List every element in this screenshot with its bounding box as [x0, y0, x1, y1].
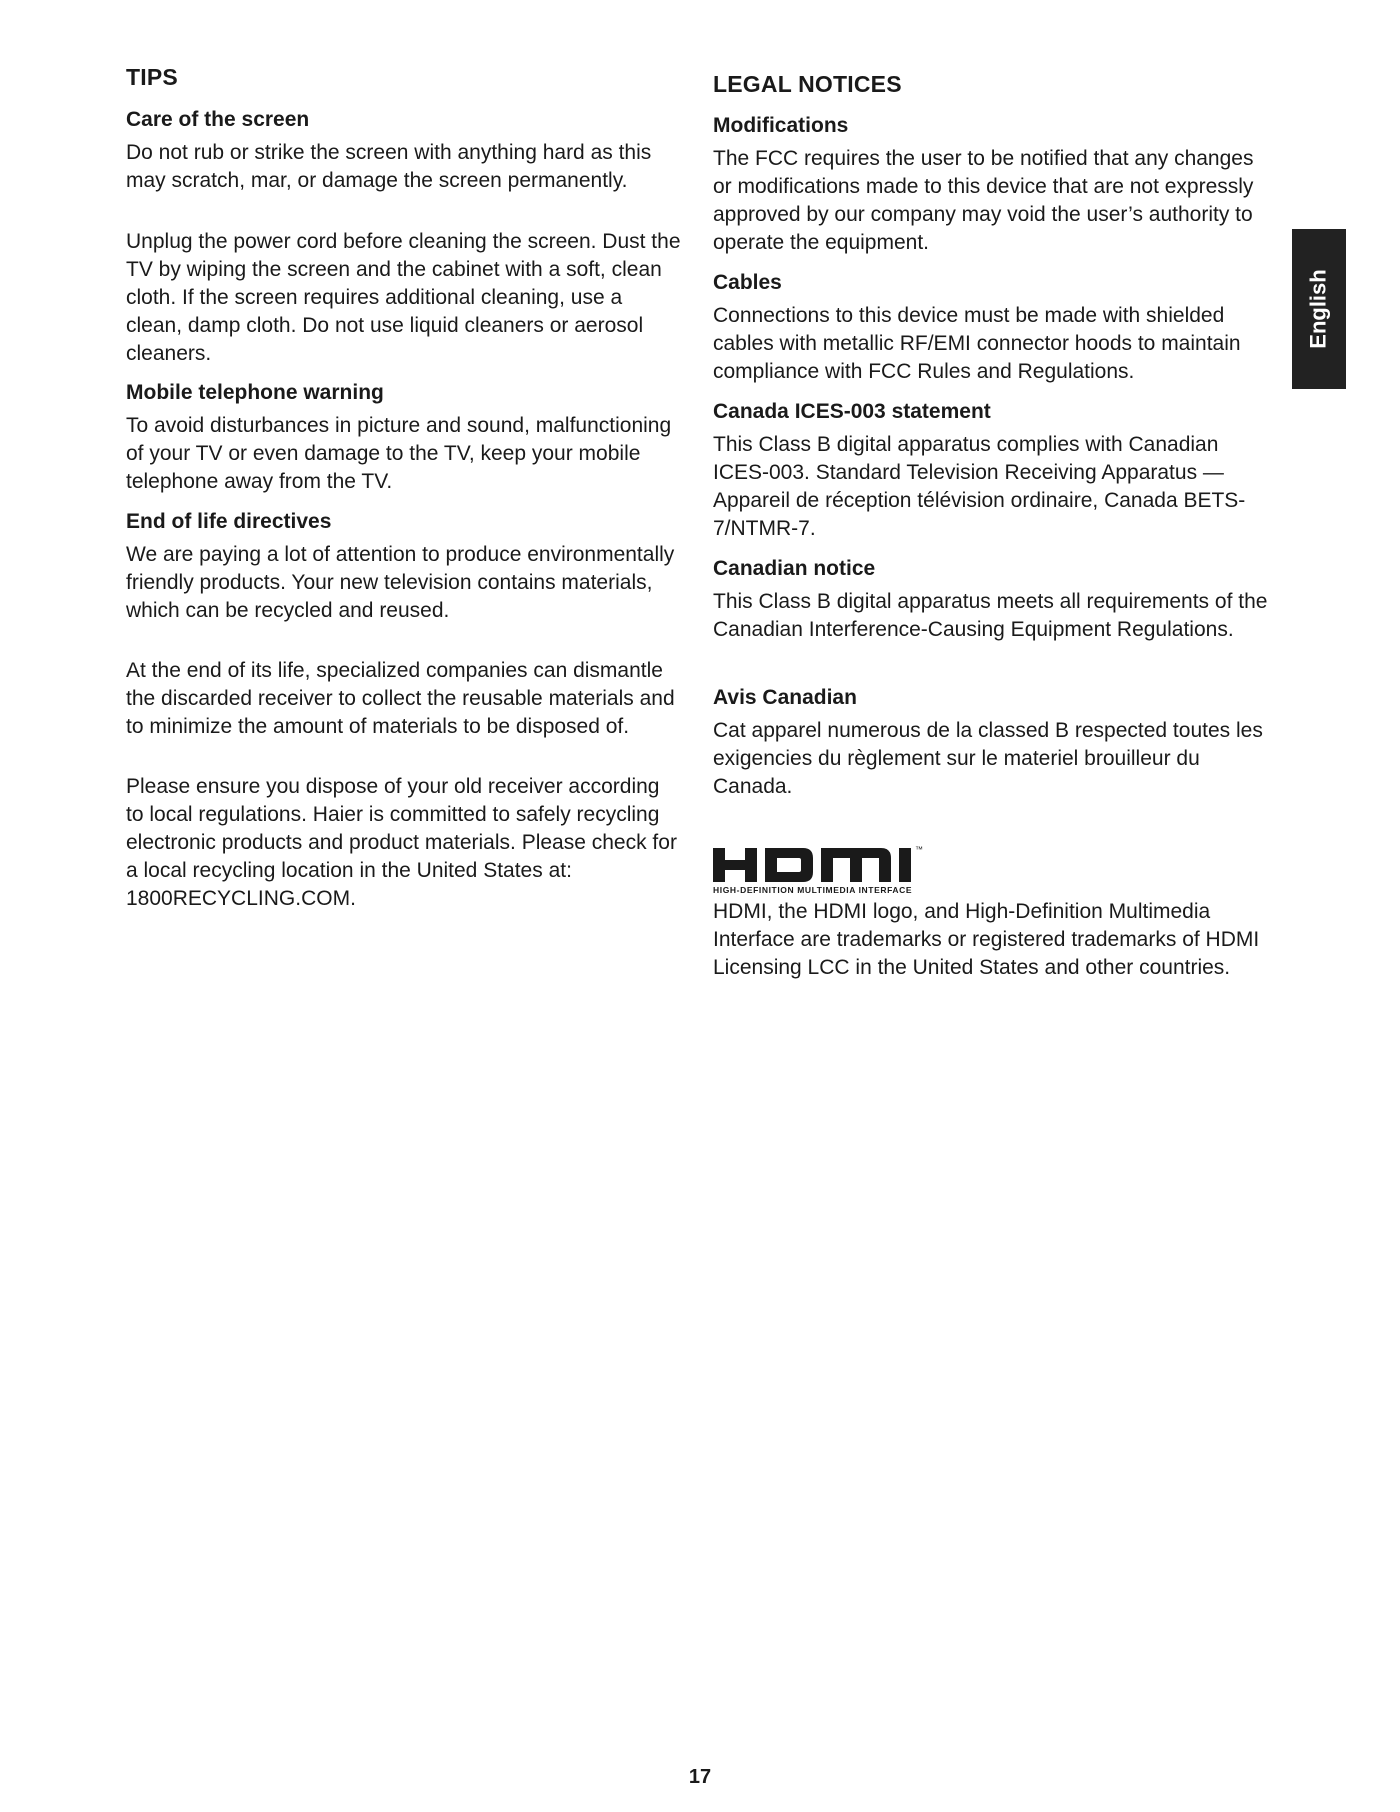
canadian-notice-paragraph: This Class B digital apparatus meets all requirements of the Canadian Interference-Causing Equipment Regulations.: [713, 590, 1268, 641]
hdmi-tagline: HIGH-DEFINITION MULTIMEDIA INTERFACE: [713, 885, 913, 895]
care-of-screen-paragraph-1: Do not rub or strike the screen with anything hard as this may scratch, mar, or damage the screen permanently.: [126, 141, 652, 192]
tips-title: TIPS: [126, 64, 178, 90]
care-of-screen-paragraph-2: Unplug the power cord before cleaning the screen. Dust the TV by wiping the screen and the cabinet with a soft, clean cloth. If the screen requires additional cleaning, use a clean, damp cloth. Do not use liquid cleaners or aerosol cleaners.: [126, 230, 681, 365]
end-of-life-paragraph-1: We are paying a lot of attention to produce environmentally friendly products. Your new television contains materials, which can be recycled and reused.: [126, 543, 675, 622]
canadian-notice-heading: Canadian notice: [713, 557, 876, 580]
mobile-warning-heading: Mobile telephone warning: [126, 381, 384, 404]
legal-notices-title: LEGAL NOTICES: [713, 71, 902, 97]
modifications-paragraph: The FCC requires the user to be notified that any changes or modifications made to this device that are not expressly approved by our company may void the user’s authority to operate the equipment.: [713, 147, 1254, 254]
avis-canadian-paragraph: Cat apparel numerous de la classed B respected toutes les exigencies du règlement sur le materiel brouilleur du Canada.: [713, 719, 1263, 798]
mobile-warning-paragraph: To avoid disturbances in picture and sound, malfunctioning of your TV or even damage to the TV, keep your mobile telephone away from the TV.: [126, 414, 672, 493]
end-of-life-paragraph-3: Please ensure you dispose of your old receiver according to local regulations. Haier is committed to safely recycling electronic products and product materials. Please check for a local recycling location in the United States at: 1800RECYCLING.COM.: [126, 775, 677, 910]
ices-paragraph: This Class B digital apparatus complies with Canadian ICES-003. Standard Television Receiving Apparatus — Appareil de réception télévision ordinaire, Canada BETS-7/NTMR-7.: [713, 433, 1246, 540]
language-side-tab-label: English: [1306, 269, 1332, 349]
cables-heading: Cables: [713, 271, 782, 294]
hdmi-tm-mark: ™: [915, 845, 923, 854]
cables-paragraph: Connections to this device must be made with shielded cables with metallic RF/EMI connector hoods to maintain compliance with FCC Rules and Regulations.: [713, 304, 1241, 383]
modifications-heading: Modifications: [713, 114, 849, 137]
end-of-life-paragraph-2: At the end of its life, specialized companies can dismantle the discarded receiver to collect the reusable materials and to minimize the amount of materials to be disposed of.: [126, 659, 675, 738]
hdmi-trademark-paragraph: HDMI, the HDMI logo, and High-Definition Multimedia Interface are trademarks or registered trademarks of HDMI Licensing LCC in the United States and other countries.: [713, 900, 1260, 979]
language-side-tab: [1292, 229, 1346, 389]
care-of-screen-heading: Care of the screen: [126, 108, 310, 131]
ices-heading: Canada ICES-003 statement: [713, 400, 991, 423]
end-of-life-heading: End of life directives: [126, 510, 332, 533]
avis-canadian-heading: Avis Canadian: [713, 686, 857, 709]
page-number: 17: [688, 1766, 712, 1788]
